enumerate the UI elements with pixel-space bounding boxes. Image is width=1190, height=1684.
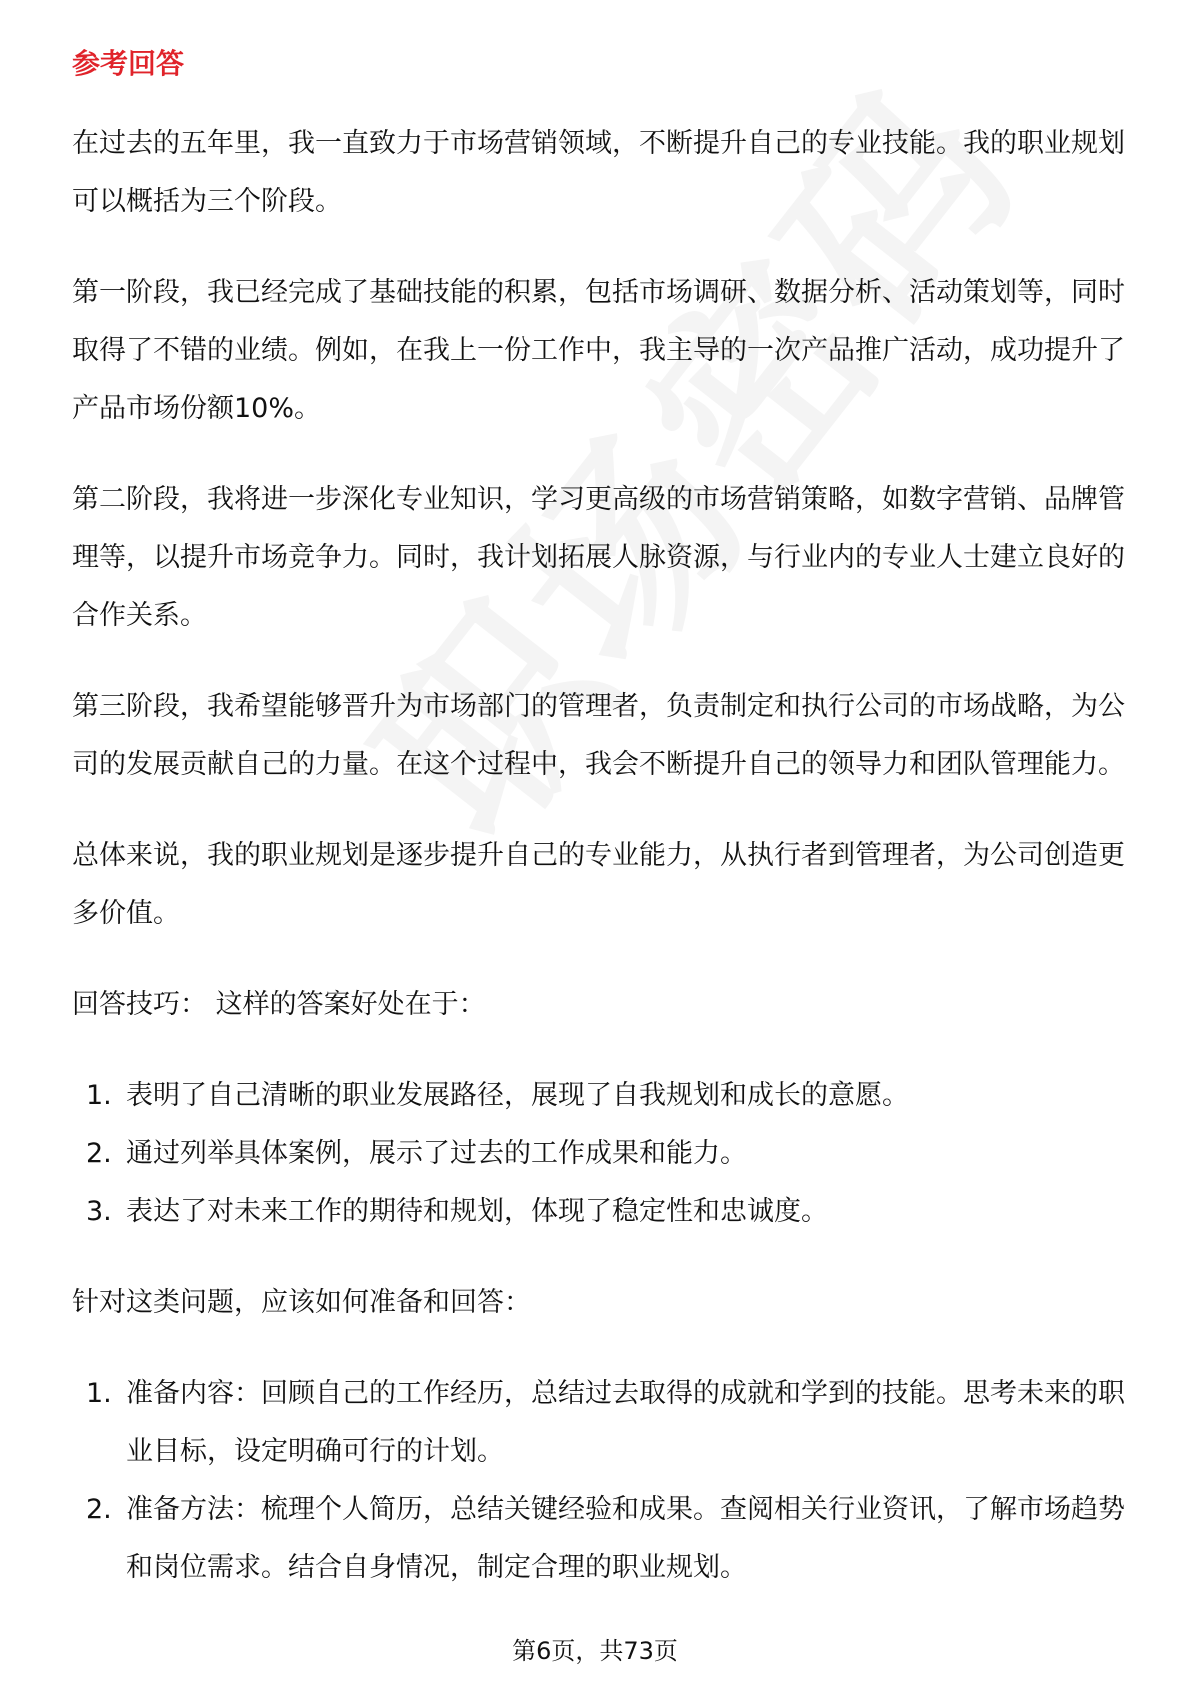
tips-list — [72, 1067, 1127, 1241]
paragraph-stage-two: 第二阶段，我将进一步深化专业知识，学习更高级的市场营销策略，如数字营销、品牌管理等，以提升市场竞争力。同时，我计划拓展人脉资源，与行业内的专业人士建立良好的合作关系。 — [72, 484, 1125, 631]
document-body — [72, 44, 1127, 1630]
list-item — [72, 1183, 1127, 1241]
paragraph-stage-one: 第一阶段，我已经完成了基础技能的积累，包括市场调研、数据分析、活动策划等，同时取得了不错的业绩。例如，在我上一份工作中，我主导的一次产品推广活动，成功提升了产品市场份额10%。 — [72, 277, 1125, 424]
list-item-text: 准备内容：回顾自己的工作经历，总结过去取得的成就和学到的技能。思考未来的职业目标，设定明确可行的计划。 — [126, 1378, 1125, 1467]
list-item-number: 2. — [86, 1494, 112, 1525]
list-item-number: 2. — [86, 1138, 112, 1169]
list-item-text: 通过列举具体案例，展示了过去的工作成果和能力。 — [126, 1138, 747, 1169]
list-item-number: 1. — [86, 1080, 112, 1111]
paragraph-stage-three: 第三阶段，我希望能够晋升为市场部门的管理者，负责制定和执行公司的市场战略，为公司的发展贡献自己的力量。在这个过程中，我会不断提升自己的领导力和团队管理能力。 — [72, 691, 1125, 780]
list-item — [72, 1365, 1127, 1481]
prep-heading: 针对这类问题，应该如何准备和回答： — [72, 1287, 531, 1318]
list-item — [72, 1481, 1127, 1597]
list-item-number: 1. — [86, 1378, 112, 1409]
tips-heading: 回答技巧： 这样的答案好处在于： — [72, 989, 486, 1020]
paragraph-summary: 总体来说，我的职业规划是逐步提升自己的专业能力，从执行者到管理者，为公司创造更多价值。 — [72, 840, 1125, 929]
list-item — [72, 1067, 1127, 1125]
page-number: 第6页，共73页 — [512, 1637, 678, 1665]
prep-list — [72, 1365, 1127, 1597]
paragraph-intro: 在过去的五年里，我一直致力于市场营销领域，不断提升自己的专业技能。我的职业规划可以概括为三个阶段。 — [72, 128, 1125, 217]
list-item-text: 表明了自己清晰的职业发展路径，展现了自我规划和成长的意愿。 — [126, 1080, 909, 1111]
list-item-text: 表达了对未来工作的期待和规划，体现了稳定性和忠诚度。 — [126, 1196, 828, 1227]
list-item — [72, 1125, 1127, 1183]
list-item-text: 准备方法：梳理个人简历，总结关键经验和成果。查阅相关行业资讯，了解市场趋势和岗位需求。结合自身情况，制定合理的职业规划。 — [126, 1494, 1125, 1583]
list-item-number: 3. — [86, 1196, 112, 1227]
section-title: 参考回答 — [72, 47, 185, 80]
